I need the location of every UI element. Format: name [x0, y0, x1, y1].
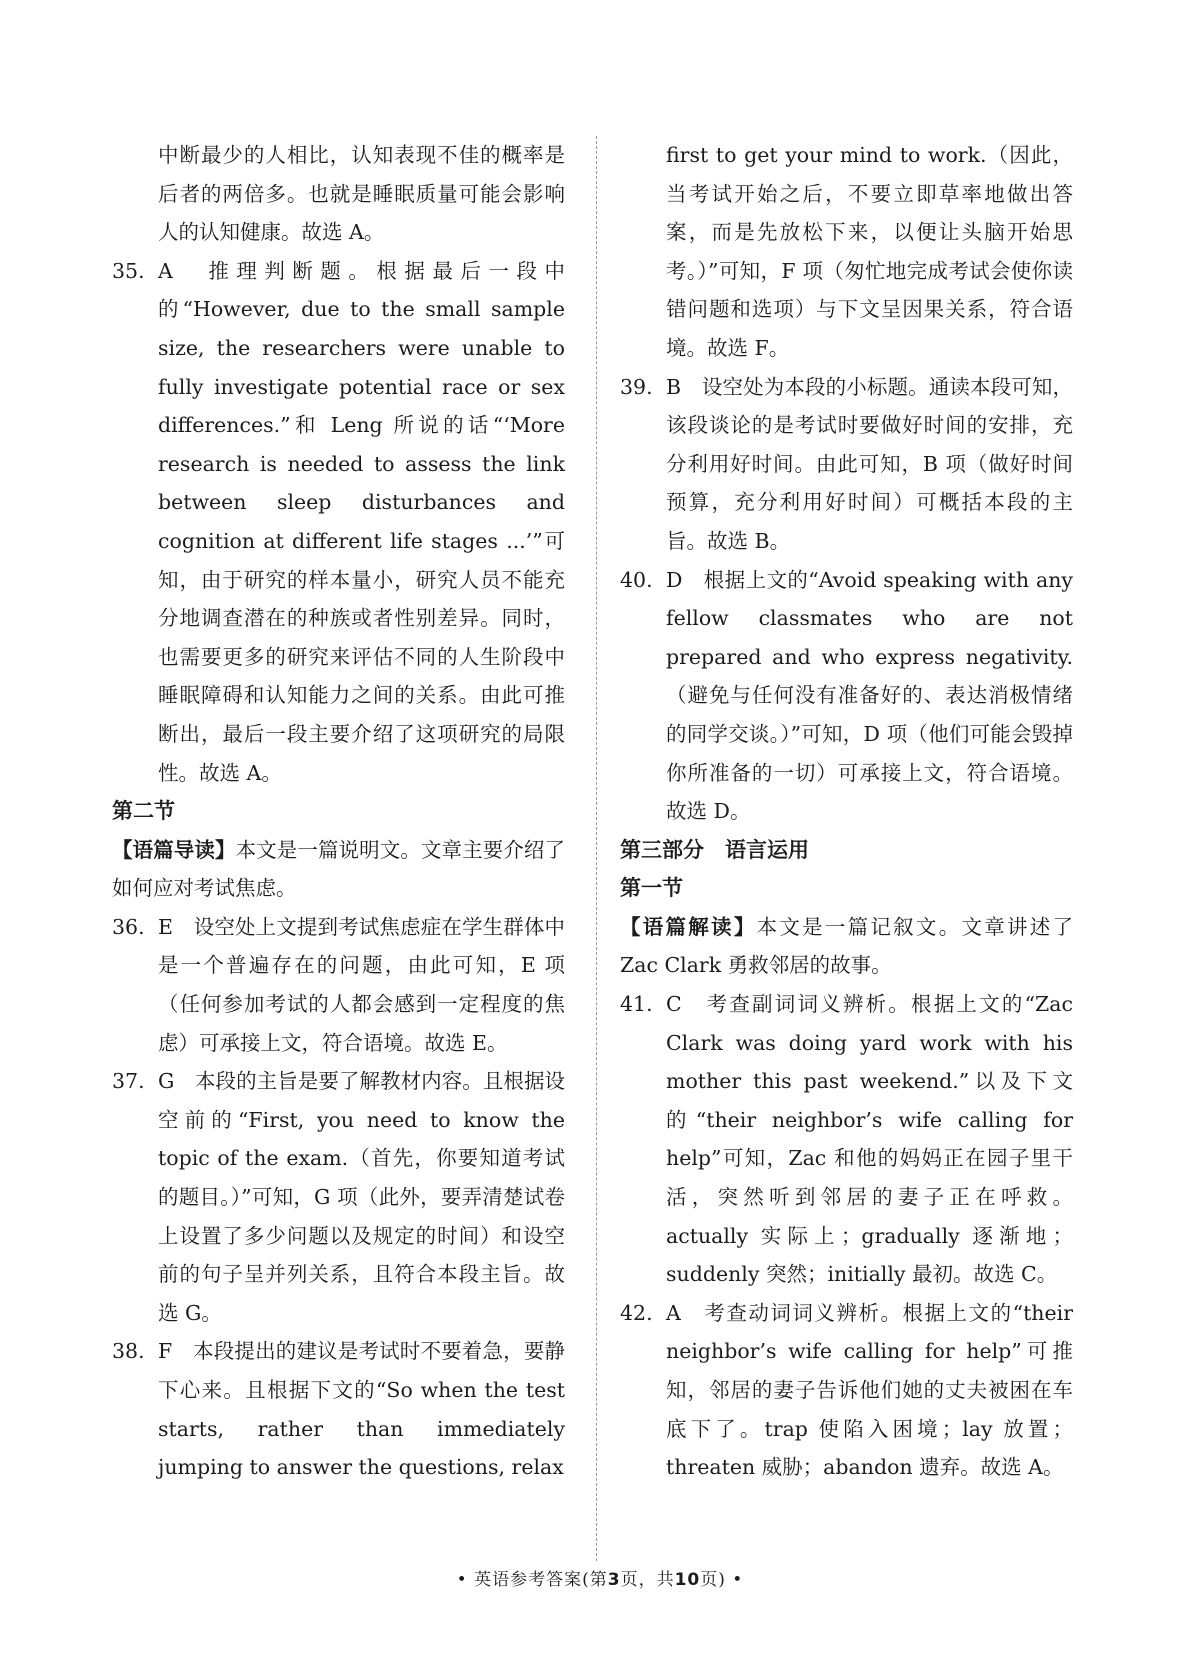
right-column — [620, 136, 1073, 1487]
question-number: 39. — [620, 374, 653, 399]
answer-explanation: G 本段的主旨是要了解教材内容。且根据设空前的“First, you need to know the topic of the exam.（首先，你要知道考试的题目。）”可知，G 项（此外，要弄清楚试卷上设置了多少问题以及规定的时间）和设空前的句子呈并列关系，且符合本段主旨。故选 G。 — [158, 1069, 565, 1325]
question-number: 35. — [112, 258, 145, 283]
answer-34-continuation: 中断最少的人相比，认知表现不佳的概率是后者的两倍多。也就是睡眠质量可能会影响人的认知健康。故选 A。 — [158, 143, 565, 245]
answer-explanation: E 设空处上文提到考试焦虑症在学生群体中是一个普遍存在的问题，由此可知，E 项（任何参加考试的人都会感到一定程度的焦虑）可承接上文，符合语境。故选 E。 — [158, 914, 565, 1055]
answer-explanation: C 考查副词词义辨析。根据上文的“Zac Clark was doing yard work with his mother this past weekend.”以及下文的“their neighbor’s wife calling for help”可知，Zac 和他的妈妈正在园子里干活，突然听到邻居的妻子正在呼救。actually 实际上；gradually 逐渐地；suddenly 突然；initially 最初。故选 C。 — [666, 992, 1073, 1287]
answer-explanation: A 推理判断题。根据最后一段中的“However, due to the small sample size, the researchers were unable to fully investigate potential race or sex differences.”和 Leng 所说的话“‘More research is needed to assess the link between sleep disturbances and cognition at different life stages ...’”可知，由于研究的样本量小，研究人员不能充分地调查潜在的种族或者性别差异。同时，也需要更多的研究来评估不同的人生阶段中睡眠障碍和认知能力之间的关系。由此可推断出，最后一段主要介绍了这项研究的局限性。故选 A。 — [158, 258, 565, 785]
answer-explanation: D 根据上文的“Avoid speaking with any fellow classmates who are not prepared and who express negativity.（避免与任何没有准备好的、表达消极情绪的同学交谈。）”可知，D 项（他们可能会毁掉你所准备的一切）可承接上文，符合语境。故选 D。 — [666, 567, 1073, 824]
footer-middle: 页，共 — [620, 1570, 675, 1590]
part-3-heading: 第三部分 语言运用 — [620, 837, 809, 862]
footer-prefix: 英语参考答案(第 — [474, 1570, 608, 1590]
passage-intro-text: 本文是一篇记叙文。文章讲述了 Zac Clark 勇救邻居的故事。 — [620, 914, 1074, 978]
footer-page-number: 3 — [607, 1570, 621, 1590]
column-divider — [596, 136, 597, 1561]
answer-42 — [620, 1294, 1073, 1487]
question-number: 37. — [112, 1069, 145, 1094]
passage-guide — [112, 831, 565, 908]
answer-36 — [112, 908, 565, 1062]
footer-suffix: 页) — [700, 1570, 726, 1590]
page-footer — [0, 1565, 1200, 1590]
section-1-heading: 第一节 — [620, 876, 683, 901]
question-number: 42. — [620, 1300, 653, 1325]
passage-guide-text: 本文是一篇说明文。文章主要介绍了如何应对考试焦虑。 — [112, 837, 566, 901]
passage-intro-label: 【语篇解读】 — [620, 914, 757, 939]
question-number: 36. — [112, 914, 145, 939]
answer-40 — [620, 561, 1073, 831]
answer-38 — [112, 1332, 565, 1486]
answer-41 — [620, 985, 1073, 1294]
answer-39 — [620, 368, 1073, 561]
answer-explanation: A 考查动词词义辨析。根据上文的“their neighbor’s wife calling for help”可推知，邻居的妻子告诉他们她的丈夫被困在车底下了。trap 使陷入困境；lay 放置；threaten 威胁；abandon 遗弃。故选 A。 — [666, 1300, 1073, 1480]
answer-35 — [112, 252, 565, 792]
question-number: 38. — [112, 1339, 145, 1364]
left-column — [112, 136, 565, 1487]
answer-explanation: F 本段提出的建议是考试时不要着急，要静下心来。且根据下文的“So when the test starts, rather than immediately jumping to answer the questions, relax — [158, 1339, 565, 1480]
passage-intro — [620, 908, 1073, 985]
question-number: 41. — [620, 992, 653, 1017]
answer-explanation: B 设空处为本段的小标题。通读本段可知，该段谈论的是考试时要做好时间的安排，充分利用好时间。由此可知，B 项（做好时间预算，充分利用好时间）可概括本段的主旨。故选 B。 — [666, 374, 1073, 553]
footer-bullet-right: • — [732, 1570, 744, 1590]
section-2-heading: 第二节 — [112, 799, 175, 824]
footer-bullet-left: • — [456, 1570, 468, 1590]
answer-37 — [112, 1062, 565, 1332]
footer-total-pages: 10 — [674, 1570, 701, 1590]
answer-38-continuation: first to get your mind to work.（因此，当考试开始之后，不要立即草率地做出答案，而是先放松下来，以便让头脑开始思考。）”可知，F 项（匆忙地完成考试会使你读错问题和选项）与下文呈因果关系，符合语境。故选 F。 — [666, 143, 1073, 360]
question-number: 40. — [620, 567, 653, 592]
passage-guide-label: 【语篇导读】 — [112, 837, 236, 862]
